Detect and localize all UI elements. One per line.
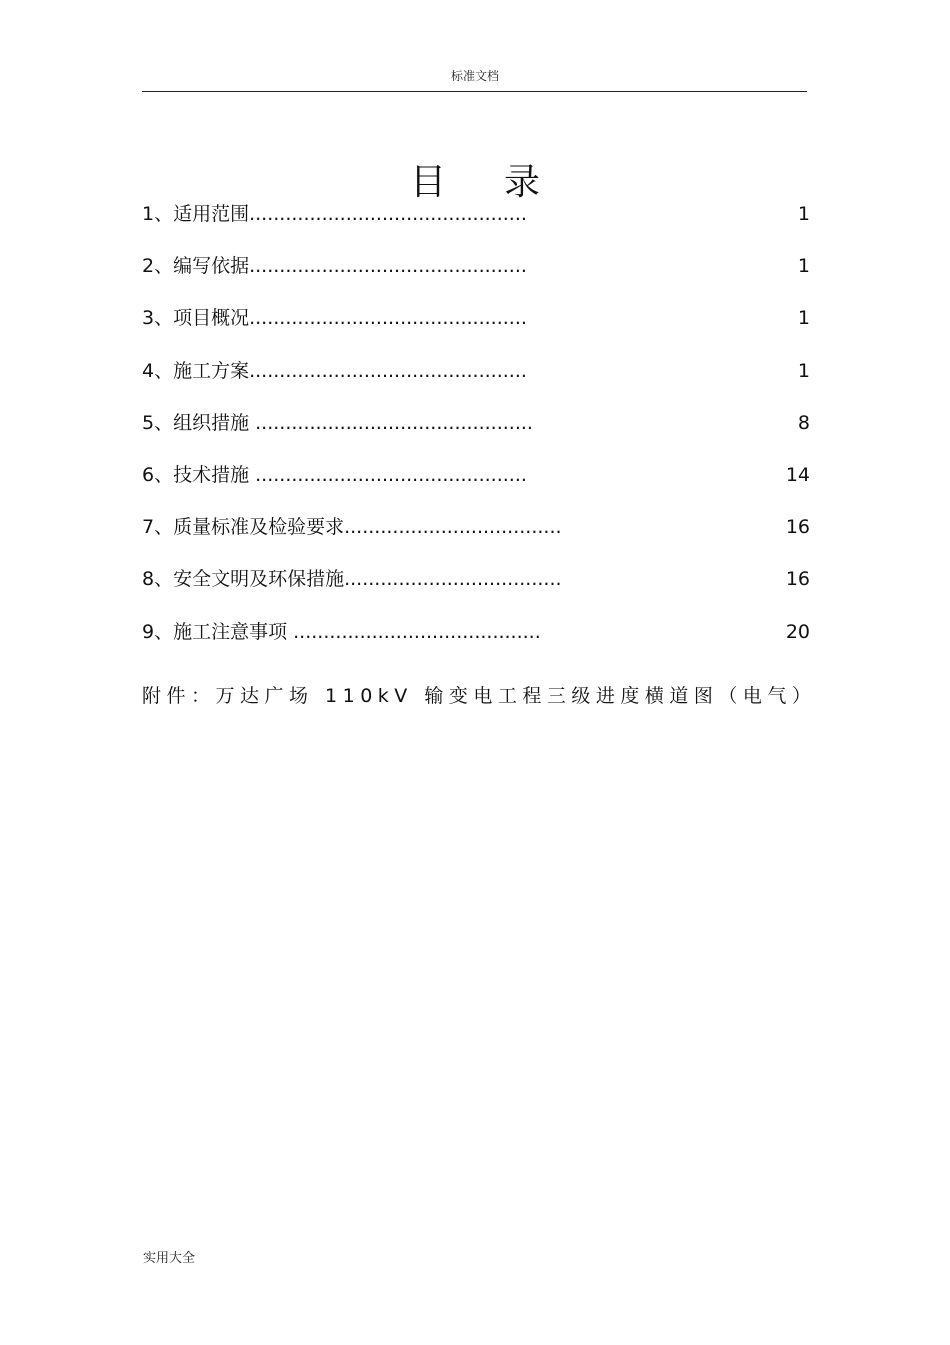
toc-entry-leader: .............................................. xyxy=(249,255,527,278)
toc-entry-leader: .............................................. xyxy=(249,203,527,225)
toc-entry[interactable] xyxy=(142,459,810,511)
toc-entry-page: 1 xyxy=(797,203,810,225)
toc-entry-text xyxy=(142,616,541,648)
toc-entry-text xyxy=(142,407,533,439)
header-divider xyxy=(142,91,807,92)
toc-entry-text xyxy=(142,563,562,595)
toc-entry-page: 14 xyxy=(785,463,810,486)
toc-entry-text xyxy=(142,355,527,387)
toc-entry-text xyxy=(142,302,527,334)
toc-entry-label: 2、编写依据 xyxy=(142,255,250,278)
page-header: 标准文档 xyxy=(450,69,499,83)
attachment-note: 附件：万达广场 110kV 输变电工程三级进度横道图（电气） xyxy=(142,685,817,707)
toc-list xyxy=(142,198,810,668)
toc-entry[interactable] xyxy=(142,302,810,354)
toc-entry-leader: .................................... xyxy=(344,568,562,591)
toc-entry[interactable] xyxy=(142,563,810,615)
toc-entry-page: 1 xyxy=(797,255,810,278)
toc-entry-label: 3、项目概况 xyxy=(142,307,250,330)
toc-entry[interactable] xyxy=(142,355,810,407)
toc-entry-label: 7、质量标准及检验要求 xyxy=(142,516,345,539)
toc-entry-page: 1 xyxy=(797,359,810,382)
toc-entry-leader: ............................................. xyxy=(249,463,527,486)
toc-entry-leader: .............................................. xyxy=(249,411,533,434)
toc-entry-page: 16 xyxy=(785,516,810,539)
toc-entry-label: 8、安全文明及环保措施 xyxy=(142,568,345,591)
toc-entry-text xyxy=(142,459,527,491)
toc-entry-text xyxy=(142,511,562,543)
toc-entry-label: 1、适用范围 xyxy=(142,203,250,225)
toc-entry-leader: .............................................. xyxy=(249,359,527,382)
toc-entry[interactable] xyxy=(142,407,810,459)
toc-entry-leader: .............................................. xyxy=(249,307,527,330)
toc-entry-page: 1 xyxy=(797,307,810,330)
toc-entry-text xyxy=(142,250,527,282)
toc-entry-label: 4、施工方案 xyxy=(142,359,250,382)
toc-entry-page: 20 xyxy=(785,620,810,643)
toc-entry[interactable] xyxy=(142,198,810,250)
toc-entry-page: 16 xyxy=(785,568,810,591)
toc-entry-page: 8 xyxy=(797,411,810,434)
toc-entry-leader: .................................... xyxy=(344,516,562,539)
toc-entry-label: 5、组织措施 xyxy=(142,411,250,434)
toc-entry-leader: ......................................... xyxy=(287,620,541,643)
toc-entry-text xyxy=(142,198,527,230)
toc-entry[interactable] xyxy=(142,250,810,302)
toc-entry-label: 6、技术措施 xyxy=(142,463,250,486)
toc-entry-label: 9、施工注意事项 xyxy=(142,620,288,643)
toc-entry[interactable] xyxy=(142,616,810,668)
toc-title-char-2: 录 xyxy=(504,162,541,203)
toc-title-char-1: 目 xyxy=(409,162,446,203)
toc-entry[interactable] xyxy=(142,511,810,563)
page-footer: 实用大全 xyxy=(143,1251,196,1266)
